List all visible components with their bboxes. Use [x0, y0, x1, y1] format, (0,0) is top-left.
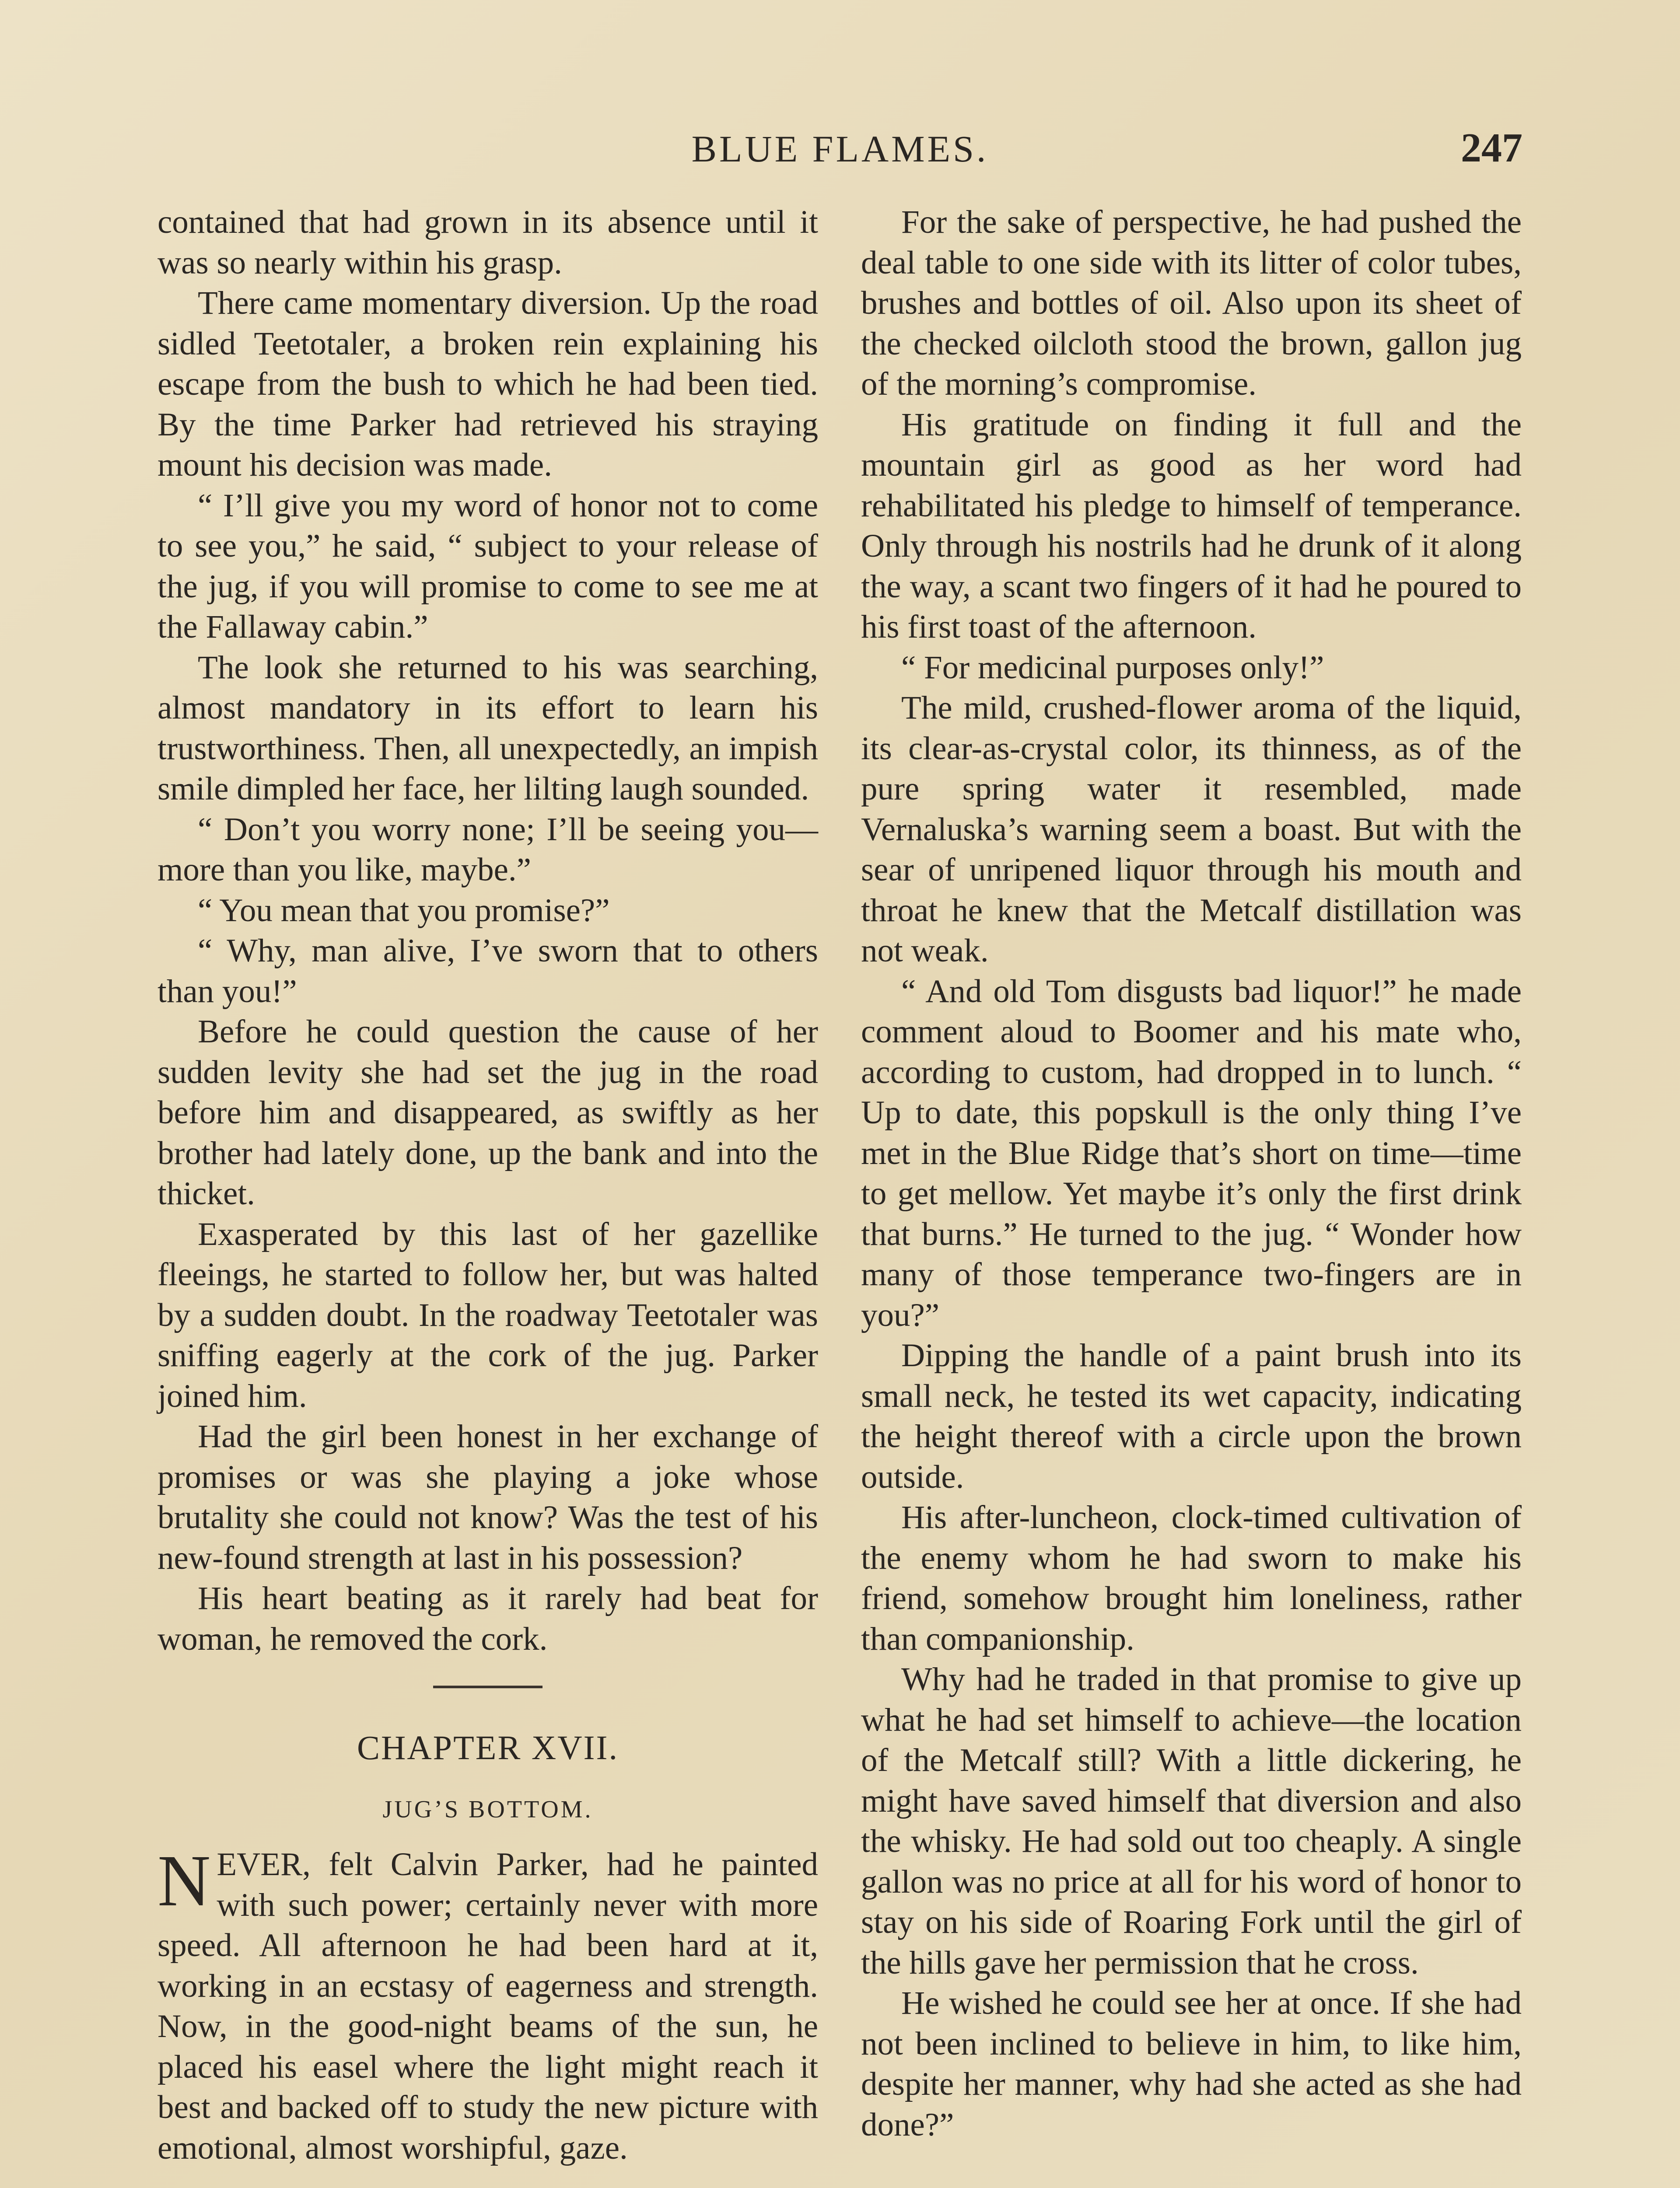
paragraph: “ You mean that you promise?”: [198, 892, 610, 929]
paragraph: contained that had grown in its absence until it was so nearly within his grasp.: [158, 204, 818, 281]
paragraph: Had the girl been honest in her exchange of promises or was she playing a joke whose brutality she could not know? Was the test of his new-found strength at last in his possession?: [158, 1418, 818, 1576]
paragraph: Exasperated by this last of her gazellike fleeings, he started to follow her, but was halted by a sudden doubt. In the roadway Teetotaler was sniffing eagerly at the cork of the jug. Parker joined him.: [158, 1216, 818, 1414]
paragraph: Before he could question the cause of her sudden levity she had set the jug in the road before him and disappeared, as swiftly as her brother had lately done, up the bank and into the thicket.: [158, 1013, 818, 1212]
section-divider: [433, 1686, 542, 1688]
chapter-opening-paragraph: [158, 1840, 818, 2168]
left-column: [158, 202, 818, 2168]
page-number: 247: [1461, 125, 1522, 171]
paragraph: “ For medicinal purposes only!”: [901, 649, 1324, 686]
running-head: BLUE FLAMES.: [691, 128, 989, 170]
paragraph: “ Why, man alive, I’ve sworn that to others than you!”: [158, 933, 818, 1010]
right-column: [861, 202, 1522, 2145]
paragraph: Dipping the handle of a paint brush into its small neck, he tested its wet capacity, indicating the height thereof with a circle upon the brown outside.: [861, 1337, 1522, 1495]
paragraph: His gratitude on finding it full and the mountain girl as good as her word had rehabilitated his pledge to himself of temperance. Only through his nostrils had he drunk of it along the way, a scant two fingers of it had he poured to his first toast of the afternoon.: [861, 406, 1522, 645]
paragraph: “ Don’t you worry none; I’ll be seeing you—more than you like, maybe.”: [158, 811, 818, 888]
paragraph: The look she returned to his was searching, almost mandatory in its effort to learn his trustworthiness. Then, all unexpectedly, an impish smile dimpled her face, her lilting laugh sounded.: [158, 649, 818, 807]
paragraph: He wished he could see her at once. If she had not been inclined to believe in him, to like him, despite her manner, why had she acted as she had done?”: [861, 1985, 1522, 2143]
paragraph: His heart beating as it rarely had beat for woman, he removed the cork.: [158, 1580, 818, 1657]
paragraph: His after-luncheon, clock-timed cultivation of the enemy whom he had sworn to make his friend, somehow brought him loneliness, rather than companionship.: [861, 1499, 1522, 1657]
paragraph: Why had he traded in that promise to give up what he had set himself to achieve—the location of the Metcalf still? With a little dickering, he might have saved himself that diversion and also the whisky. He had sold out too cheaply. A single gallon was no price at all for his word of honor to stay on his side of Roaring Fork until the girl of the hills gave her permission that he cross.: [861, 1661, 1522, 1981]
paragraph: “ And old Tom disgusts bad liquor!” he made comment aloud to Boomer and his mate who, according to custom, had dropped in to lunch. “ Up to date, this popskull is the only thing I’ve met in the Blue Ridge that’s short on time—time to get mellow. Yet maybe it’s only the first drink that burns.” He turned to the jug. “ Wonder how many of those temperance two-fingers are in you?”: [861, 973, 1522, 1333]
paragraph: “ I’ll give you my word of honor not to come to see you,” he said, “ subject to your release of the jug, if you will promise to come to see me at the Fallaway cabin.”: [158, 487, 818, 645]
chapter-subtitle: JUG’S BOTTOM.: [382, 1795, 593, 1823]
paragraph: The mild, crushed-flower aroma of the liquid, its clear-as-crystal color, its thinness, as of the pure spring water it resembled, made Vernaluska’s warning seem a boast. But with the sear of unripened liquor through his mouth and throat he knew that the Metcalf distillation was not weak.: [861, 690, 1522, 969]
paragraph: There came momentary diversion. Up the road sidled Teetotaler, a broken rein explaining his escape from the bush to which he had been tied. By the time Parker had retrieved his straying mount his decision was made.: [158, 285, 818, 483]
paragraph: For the sake of perspective, he had pushed the deal table to one side with its litter of color tubes, brushes and bottles of oil. Also upon its sheet of the checked oilcloth stood the brown, gallon jug of the morning’s compromise.: [861, 204, 1522, 402]
page-header: [158, 127, 1522, 179]
drop-cap: N: [158, 1840, 211, 1922]
chapter-opening-text: EVER, felt Calvin Parker, had he painted with such power; certainly never with more speed. All afternoon he had been hard at it, working in an ecstasy of eagerness and strength. Now, in the good-night beams of the sun, he placed his easel where the light might reach it best and backed off to study the new picture with emotional, almost worshipful, gaze.: [158, 1846, 818, 2166]
chapter-title: CHAPTER XVII.: [357, 1729, 619, 1767]
